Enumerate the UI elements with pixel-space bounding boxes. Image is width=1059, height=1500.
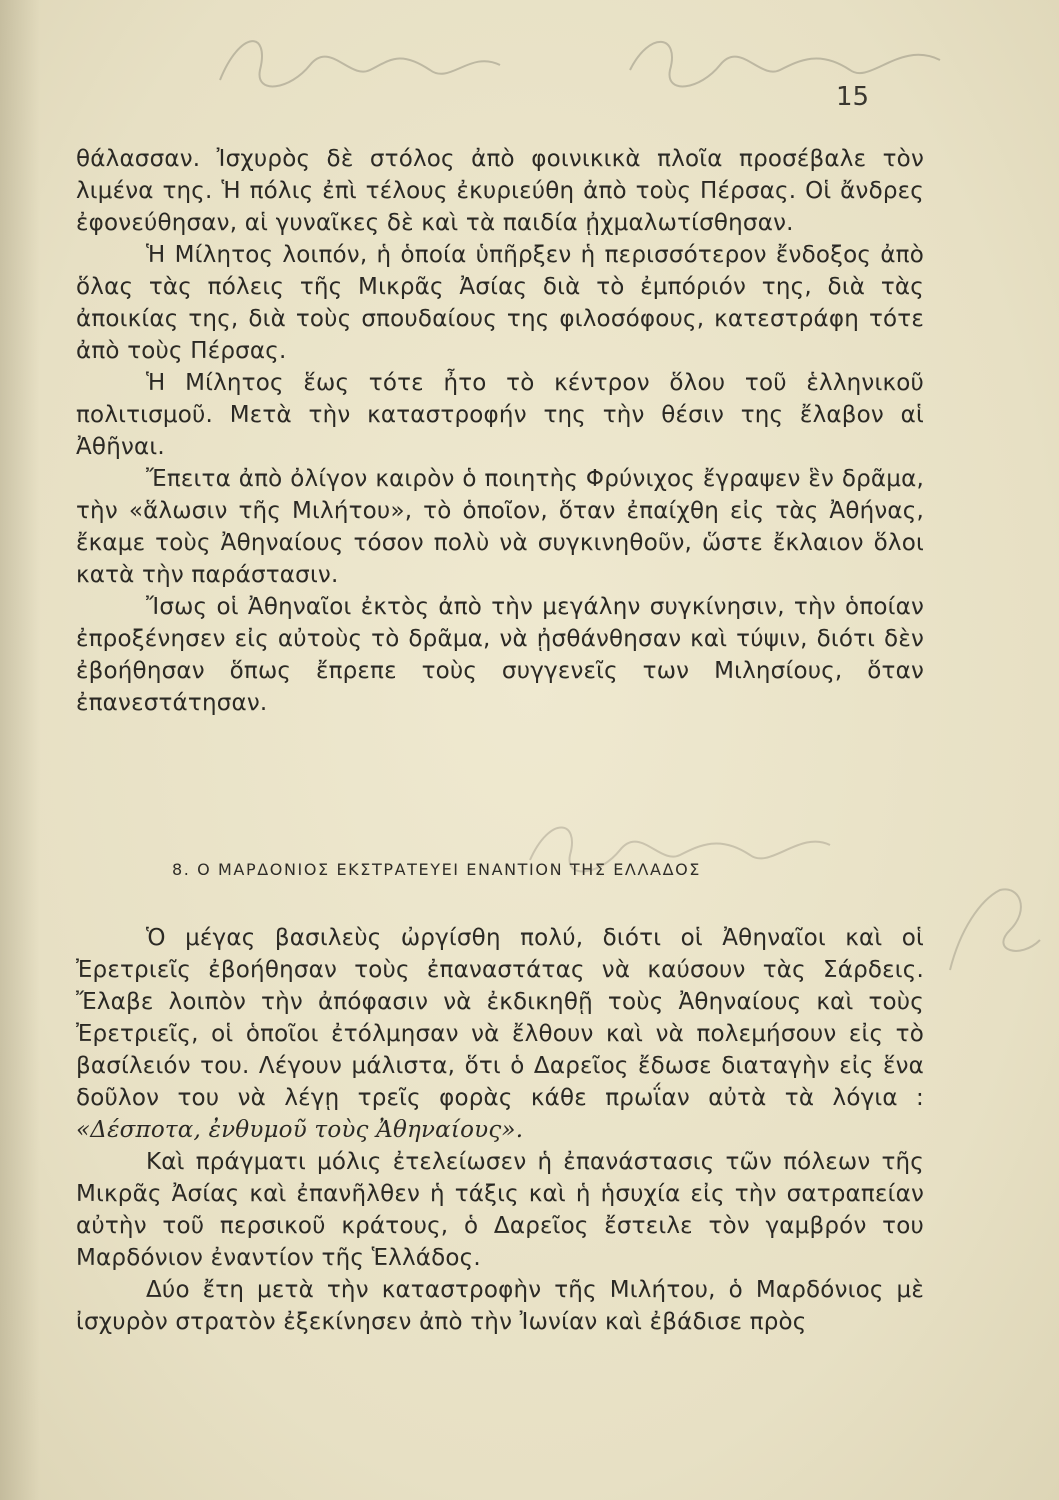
darius-quote: «Δέσποτα, ἐνθυμοῦ τοὺς Ἀθηναίους». — [76, 1117, 524, 1143]
text-block-top — [76, 143, 924, 719]
paragraph-1: θάλασσαν. Ἰσχυρὸς δὲ στόλος ἀπὸ φοινικικὰ πλοῖα προσέβαλε τὸν λιμένα της. Ἡ πόλις ἐπὶ τέλους ἐκυριεύθη ἀπὸ τοὺς Πέρσας. Οἱ ἄνδρες ἐφονεύθησαν, αἱ γυναῖκες δὲ καὶ τὰ παιδία ᾐχμαλωτίσθησαν. — [76, 146, 924, 236]
paragraph-8: Δύο ἔτη μετὰ τὴν καταστροφὴν τῆς Μιλήτου, ὁ Μαρδόνιος μὲ ἰσχυρὸν στρατὸν ἐξεκίνησεν ἀπὸ τὴν Ἰωνίαν καὶ ἐβάδισε πρὸς — [76, 1277, 924, 1335]
gutter-shadow — [0, 0, 40, 1500]
paragraph-4: Ἔπειτα ἀπὸ ὀλίγον καιρὸν ὁ ποιητὴς Φρύνιχος ἔγραψεν ἓν δρᾶμα, τὴν «ἅλωσιν τῆς Μιλήτου», τὸ ὁποῖον, ὅταν ἐπαίχθη εἰς τὰς Ἀθήνας, ἔκαμε τοὺς Ἀθηναίους τόσον πολὺ νὰ συγκινηθοῦν, ὥστε ἔκλαιον ὅλοι κατὰ τὴν παράστασιν. — [76, 466, 924, 588]
paragraph-5: Ἴσως οἱ Ἀθηναῖοι ἐκτὸς ἀπὸ τὴν μεγάλην συγκίνησιν, τὴν ὁποίαν ἐπροξένησεν εἰς αὐτοὺς τὸ δρᾶμα, νὰ ᾐσθάνθησαν καὶ τύψιν, διότι δὲν ἐβοήθησαν ὅπως ἔπρεπε τοὺς συγγενεῖς των Μιλησίους, ὅταν ἐπανεστάτησαν. — [76, 594, 924, 716]
signature-scribble-right — [930, 870, 1050, 990]
paragraph-6 — [76, 922, 924, 1146]
page-number: 15 — [836, 82, 870, 112]
text-block-bottom — [76, 922, 924, 1338]
paragraph-6-text: Ὁ μέγας βασιλεὺς ὠργίσθη πολύ, διότι οἱ Ἀθηναῖοι καὶ οἱ Ἐρετριεῖς ἐβοήθησαν τοὺς ἐπαναστάτας νὰ καύσουν τὰς Σάρδεις. Ἔλαβε λοιπὸν τὴν ἀπόφασιν νὰ ἐκδικηθῇ τοὺς Ἀθηναίους καὶ τοὺς Ἐρετριεῖς, οἱ ὁποῖοι ἐτόλμησαν νὰ ἔλθουν καὶ νὰ πολεμήσουν εἰς τὸ βασίλειόν του. Λέγουν μάλιστα, ὅτι ὁ Δαρεῖος ἔδωσε διαταγὴν εἰς ἕνα δοῦλον του νὰ λέγῃ τρεῖς φορὰς κάθε πρωΐαν αὐτὰ τὰ λόγια : — [76, 925, 924, 1111]
paragraph-3: Ἡ Μίλητος ἕως τότε ἦτο τὸ κέντρον ὅλου τοῦ ἑλληνικοῦ πολιτισμοῦ. Μετὰ τὴν καταστροφήν της τὴν θέσιν της ἔλαβον αἱ Ἀθῆναι. — [76, 370, 924, 460]
paragraph-7: Καὶ πράγματι μόλις ἐτελείωσεν ἡ ἐπανάστασις τῶν πόλεων τῆς Μικρᾶς Ἀσίας καὶ ἐπανῆλθεν ἡ τάξις καὶ ἡ ἡσυχία εἰς τὴν σατραπείαν αὐτὴν τοῦ περσικοῦ κράτους, ὁ Δαρεῖος ἔστειλε τὸν γαμβρόν του Μαρδόνιον ἐναντίον τῆς Ἑλλάδος. — [76, 1149, 924, 1271]
section-heading: 8. Ο ΜΑΡΔΟΝΙΟΣ ΕΚΣΤΡΑΤΕΥΕΙ ΕΝΑΝΤΙΟΝ ΤΗΣ ΕΛΛΑΔΟΣ — [172, 860, 702, 879]
paragraph-2: Ἡ Μίλητος λοιπόν, ἡ ὁποία ὑπῆρξεν ἡ περισσότερον ἔνδοξος ἀπὸ ὅλας τὰς πόλεις τῆς Μικρᾶς Ἀσίας διὰ τὸ ἐμπόριόν της, διὰ τὰς ἀποικίας της, διὰ τοὺς σπουδαίους της φιλοσόφους, κατεστράφη τότε ἀπὸ τοὺς Πέρσας. — [76, 242, 924, 364]
